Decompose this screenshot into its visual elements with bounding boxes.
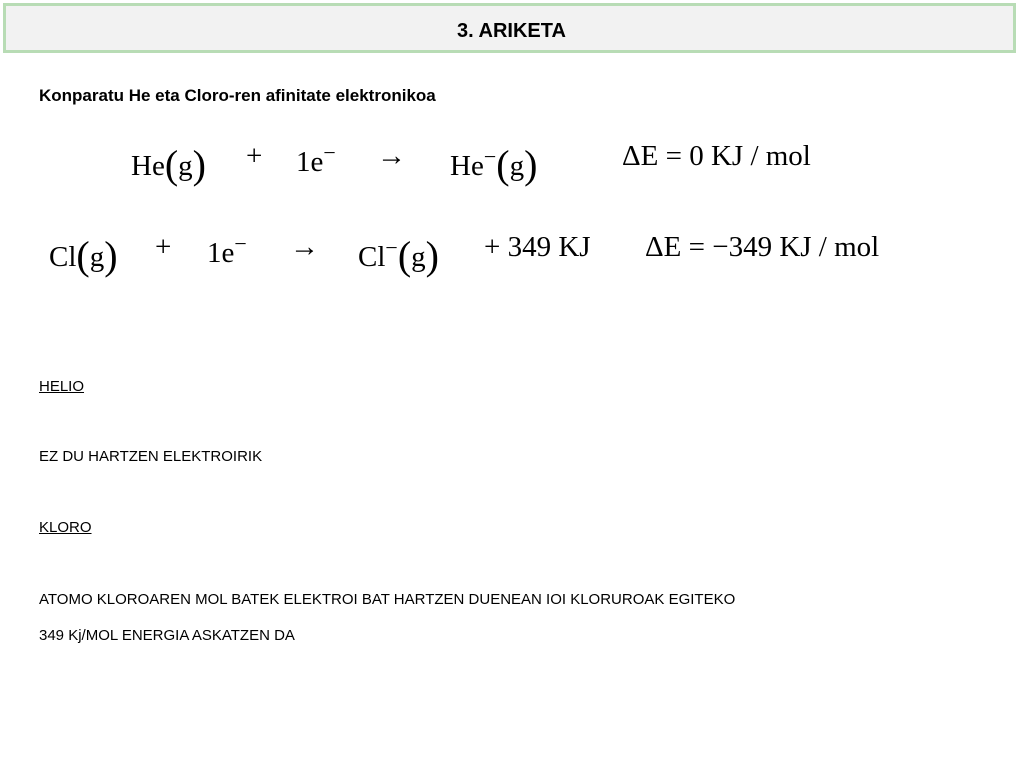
helio-heading: HELIO	[39, 378, 85, 395]
kloro-text-line1: ATOMO KLOROAREN MOL BATEK ELEKTROI BAT HARTZEN DUENEAN IOI KLORUROAK EGITEKO	[39, 591, 736, 608]
kloro-text-line2: 349 Kj/MOL ENERGIA ASKATZEN DA	[39, 627, 295, 644]
eq1-plus: +	[246, 140, 263, 172]
helio-text: EZ DU HARTZEN ELEKTROIRIK	[39, 448, 263, 465]
equation-helium	[0, 142, 1024, 192]
eq2-electron: 1e−	[207, 231, 247, 269]
eq1-product: He−(g)	[450, 142, 538, 187]
eq2-product: Cl−(g)	[358, 233, 439, 278]
eq1-reactant: He(g)	[131, 142, 206, 187]
eq2-delta-e: ΔE = −349 KJ / mol	[645, 231, 880, 263]
eq1-delta-e: ΔE = 0 KJ / mol	[622, 140, 811, 172]
slide-title: 3. ARIKETA	[457, 20, 566, 42]
eq1-electron: 1e−	[296, 140, 336, 178]
eq1-arrow: →	[377, 140, 406, 172]
exercise-subtitle: Konparatu He eta Cloro-ren afinitate elektronikoa	[39, 86, 436, 105]
eq2-reactant: Cl(g)	[49, 233, 118, 278]
equation-chlorine	[0, 233, 1024, 283]
kloro-heading: KLORO	[39, 519, 92, 536]
eq2-energy: + 349 KJ	[484, 231, 591, 263]
eq2-arrow: →	[290, 231, 319, 263]
eq2-plus: +	[155, 231, 172, 263]
